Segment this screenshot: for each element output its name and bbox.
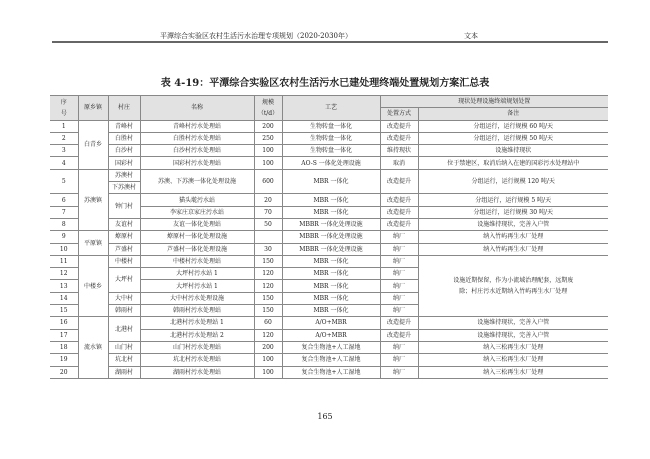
scale-cell: 60 [254, 317, 282, 329]
row-number: 13 [50, 280, 78, 292]
village-cell: 钟门村 [108, 194, 140, 219]
village-cell: 白沙村 [108, 145, 140, 157]
row-number: 15 [50, 305, 78, 317]
col-remark: 备注 [418, 108, 608, 120]
facility-name: 猫头墘污水站 [140, 194, 254, 206]
scale-cell: 600 [254, 169, 282, 194]
table-row [50, 243, 608, 255]
table-row [50, 132, 608, 144]
facility-name: 坑北村污水处理站 [140, 354, 254, 366]
village-cell: 燎原村 [108, 231, 140, 243]
village-cell: 韩雨村 [108, 305, 140, 317]
scale-cell: 100 [254, 366, 282, 378]
remark-cell: 设施维持现状，完善入户管 [418, 329, 608, 341]
scale-cell: 200 [254, 120, 282, 132]
process-cell: A/O+MBR [282, 317, 380, 329]
process-cell: MBBR 一体化处理设施 [282, 243, 380, 255]
facility-name: 李家庄京家庄污水站 [140, 206, 254, 218]
method-cell: 改造提升 [380, 194, 418, 206]
col-name: 名称 [140, 96, 254, 121]
facility-name: 北港村污水处理站 2 [140, 329, 254, 341]
method-cell: 维持现状 [380, 145, 418, 157]
facility-name: 北港村污水处理站 1 [140, 317, 254, 329]
remark-cell: 分组运行，运行规模 50 吨/天 [418, 132, 608, 144]
table-row [50, 231, 608, 243]
method-cell: 纳厂 [380, 243, 418, 255]
process-cell: 复合生物池+人工湿地 [282, 341, 380, 353]
facility-name: 国彩村污水处理站 [140, 157, 254, 169]
process-cell: MBR 一体化 [282, 255, 380, 267]
facility-name: 大坪村污水站 1 [140, 280, 254, 292]
scale-cell: 120 [254, 329, 282, 341]
process-cell: MBR 一体化 [282, 194, 380, 206]
method-cell: 改造提升 [380, 317, 418, 329]
village-cell: 坑北村 [108, 354, 140, 366]
method-cell: 纳厂 [380, 305, 418, 317]
col-village: 村庄 [108, 96, 140, 121]
village-cell: 国彩村 [108, 157, 140, 169]
process-cell: MBR 一体化 [282, 292, 380, 304]
scale-cell: 150 [254, 305, 282, 317]
process-cell: 生物转盘一体化 [282, 145, 380, 157]
remark-cell: 分组运行，运行规模 60 吨/天 [418, 120, 608, 132]
facility-name: 山门村污水处理站 [140, 341, 254, 353]
town-cell: 平原镇 [78, 231, 108, 256]
remark-cell: 设施维持现状 [418, 145, 608, 157]
remark-cell: 纳入三松再生水厂处理 [418, 366, 608, 378]
method-cell: 取消 [380, 157, 418, 169]
col-no: 序号 [50, 96, 78, 121]
facility-name: 友谊一体化处理站 [140, 218, 254, 230]
row-number: 3 [50, 145, 78, 157]
method-cell: 改造提升 [380, 120, 418, 132]
village-cell: 北港村 [108, 317, 140, 342]
process-cell: MBBR 一体化处理设施 [282, 218, 380, 230]
facility-name: 湖雨村污水处理站 [140, 366, 254, 378]
method-cell: 纳厂 [380, 280, 418, 292]
facility-name: 中楼村污水处理站 [140, 255, 254, 267]
village-cell: 友谊村 [108, 218, 140, 230]
remark-cell: 设施维持现状，完善入户管 [418, 317, 608, 329]
row-number: 16 [50, 317, 78, 329]
method-cell: 改造提升 [380, 218, 418, 230]
table-row [50, 366, 608, 378]
scale-cell: 100 [254, 354, 282, 366]
table-row [50, 157, 608, 169]
method-cell: 纳厂 [380, 268, 418, 280]
row-number: 5 [50, 169, 78, 194]
process-cell: 复合生物池+人工湿地 [282, 354, 380, 366]
facility-name: 白胜村污水处理站 [140, 132, 254, 144]
remark-cell: 纳入竹屿再生水厂处理 [418, 243, 608, 255]
method-cell: 纳厂 [380, 231, 418, 243]
row-number: 20 [50, 366, 78, 378]
row-number: 12 [50, 268, 78, 280]
facility-name: 燎原村一体化处理设施 [140, 231, 254, 243]
facility-name: 大中村污水处理设施 [140, 292, 254, 304]
scale-cell: 70 [254, 206, 282, 218]
village-cell: 下苏澳村 [108, 182, 140, 194]
village-cell: 湖雨村 [108, 366, 140, 378]
process-cell: MBR 一体化 [282, 280, 380, 292]
table-row [50, 317, 608, 329]
town-cell: 中楼乡 [78, 255, 108, 316]
row-number: 14 [50, 292, 78, 304]
process-cell: 生物转盘一体化 [282, 120, 380, 132]
method-cell: 纳厂 [380, 366, 418, 378]
page-number: 165 [317, 412, 333, 421]
process-cell: MBBR 一体化处理设施 [282, 231, 380, 243]
remark-cell: 纳入竹屿再生水厂处理 [418, 231, 608, 243]
table-title: 表 4-19：平潭综合实验区农村生活污水已建处理终端处置规划方案汇总表 [160, 78, 490, 89]
remark-cell: 位于禁建区，取消后纳入在建的国彩污水处理站中 [418, 157, 608, 169]
scale-cell: 20 [254, 194, 282, 206]
process-cell: MBR 一体化 [282, 268, 380, 280]
process-cell: AO-S 一体化处理设施 [282, 157, 380, 169]
method-cell: 改造提升 [380, 206, 418, 218]
scale-cell [254, 231, 282, 243]
row-number: 18 [50, 341, 78, 353]
remark-cell: 分组运行，运行规模 5 吨/天 [418, 194, 608, 206]
facility-name: 苏澳、下苏澳一体化处理设施 [140, 169, 254, 194]
row-number: 19 [50, 354, 78, 366]
remark-cell: 分组运行，运行规模 120 吨/天 [418, 169, 608, 194]
row-number: 7 [50, 206, 78, 218]
scale-cell: 100 [254, 145, 282, 157]
process-cell: 复合生物池+人工湿地 [282, 366, 380, 378]
remark-cell: 纳入三松再生水厂处理 [418, 354, 608, 366]
table-row [50, 341, 608, 353]
process-cell: 生物转盘一体化 [282, 132, 380, 144]
col-town: 原乡镇 [78, 96, 108, 121]
process-cell: MBR 一体化 [282, 169, 380, 194]
facility-name: 白沙村污水处理站 [140, 145, 254, 157]
col-group: 现状处理设施终端规划处置 [380, 96, 608, 108]
facility-name: 芦盛村一体化处理设施 [140, 243, 254, 255]
scale-cell: 100 [254, 157, 282, 169]
method-cell: 纳厂 [380, 354, 418, 366]
village-cell: 大中村 [108, 292, 140, 304]
table-row [50, 169, 608, 181]
col-scale: 规模（t/d） [254, 96, 282, 121]
table-row [50, 218, 608, 230]
table-row [50, 354, 608, 366]
col-process: 工艺 [282, 96, 380, 121]
method-cell: 纳厂 [380, 292, 418, 304]
scale-cell: 150 [254, 292, 282, 304]
scale-cell: 250 [254, 132, 282, 144]
col-method: 处置方式 [380, 108, 418, 120]
row-number: 2 [50, 132, 78, 144]
scale-cell: 120 [254, 280, 282, 292]
row-number: 10 [50, 243, 78, 255]
process-cell: MBR 一体化 [282, 206, 380, 218]
row-number: 11 [50, 255, 78, 267]
method-cell: 纳厂 [380, 255, 418, 267]
summary-table [50, 95, 608, 379]
village-cell: 白胜村 [108, 132, 140, 144]
village-cell: 青峰村 [108, 120, 140, 132]
process-cell: MBR 一体化 [282, 305, 380, 317]
village-cell: 芦盛村 [108, 243, 140, 255]
town-cell: 流水镇 [78, 317, 108, 378]
village-cell: 山门村 [108, 341, 140, 353]
process-cell: A/O+MBR [282, 329, 380, 341]
header-row [50, 96, 608, 108]
method-cell: 改造提升 [380, 329, 418, 341]
method-cell: 纳厂 [380, 341, 418, 353]
method-cell: 改造提升 [380, 132, 418, 144]
scale-cell: 150 [254, 255, 282, 267]
table-row [50, 120, 608, 132]
remark-cell: 设施维持现状，完善入户管 [418, 218, 608, 230]
facility-name: 青峰村污水处理站 [140, 120, 254, 132]
table-row [50, 255, 608, 267]
row-number: 9 [50, 231, 78, 243]
village-cell: 中楼村 [108, 255, 140, 267]
row-number: 1 [50, 120, 78, 132]
scale-cell: 30 [254, 243, 282, 255]
table-row [50, 145, 608, 157]
row-number: 4 [50, 157, 78, 169]
scale-cell: 120 [254, 268, 282, 280]
header-section: 文本 [464, 32, 478, 40]
remark-cell: 纳入三松再生水厂处理 [418, 341, 608, 353]
town-cell: 苏澳镇 [78, 169, 108, 230]
header-title: 平潭综合实验区农村生活污水治理专项规划（2020-2030年） [160, 32, 352, 40]
facility-name: 大坪村污水站 1 [140, 268, 254, 280]
scale-cell: 50 [254, 218, 282, 230]
village-cell: 大坪村 [108, 268, 140, 293]
method-cell: 改造提升 [380, 169, 418, 194]
town-cell: 白青乡 [78, 120, 108, 169]
running-header [52, 30, 608, 43]
village-cell: 苏澳村 [108, 169, 140, 181]
scale-cell: 200 [254, 341, 282, 353]
table-row [50, 194, 608, 206]
row-number: 8 [50, 218, 78, 230]
facility-name: 韩雨村污水处理站 [140, 305, 254, 317]
remark-cell: 分组运行，运行规模 30 吨/天 [418, 206, 608, 218]
remark-cell: 设施近期保留，作为小流域治理配套，远期废除；村庄污水近期纳入竹屿再生水厂处理 [418, 255, 608, 316]
row-number: 17 [50, 329, 78, 341]
row-number: 6 [50, 194, 78, 206]
